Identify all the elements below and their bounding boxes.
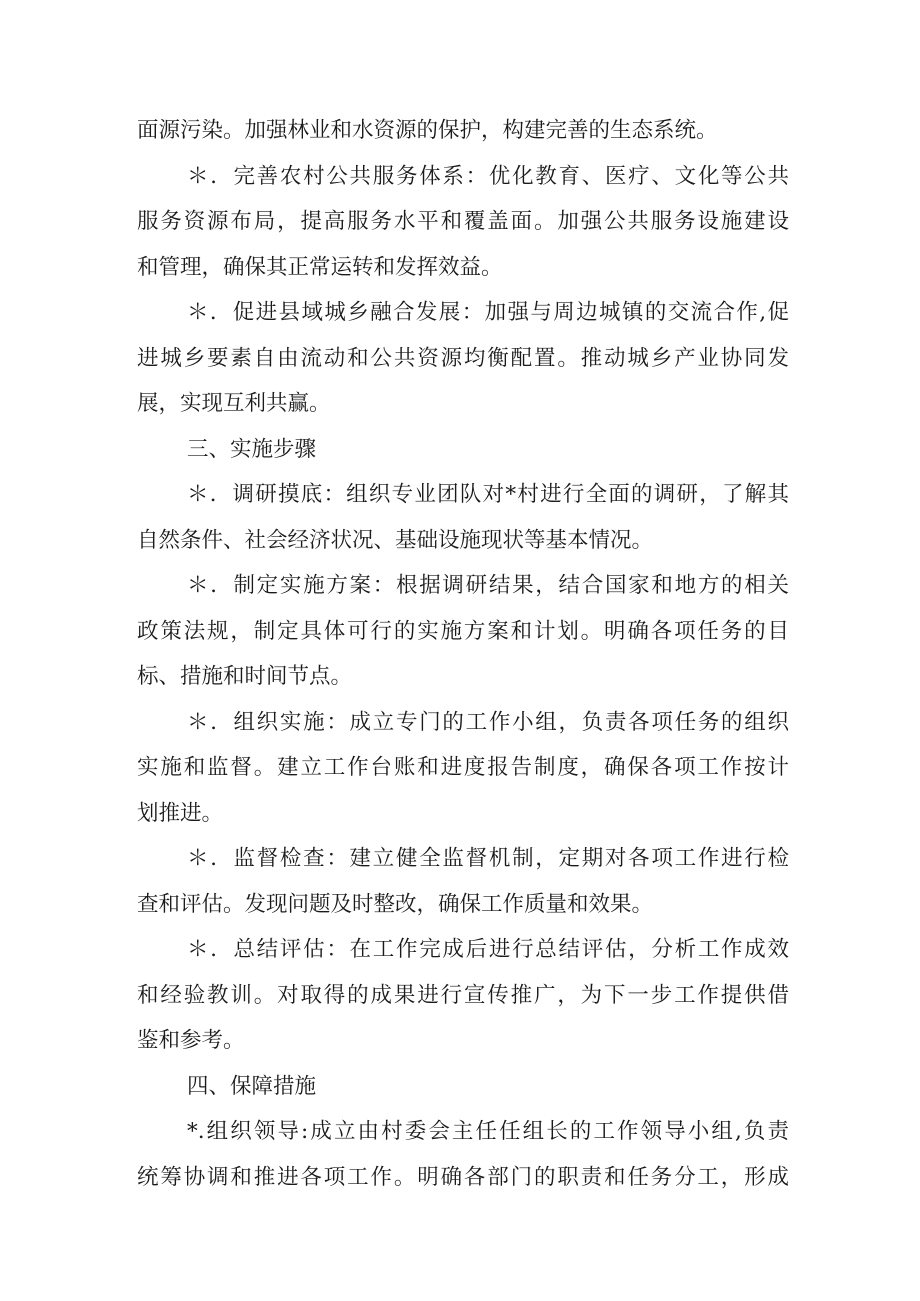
list-item-line: ＊．总结评估：在工作完成后进行总结评估，分析工作成效 [187,937,789,962]
paragraph-line: 政策法规，制定具体可行的实施方案和计划。明确各项任务的目 [137,618,789,644]
paragraph-line: 服务资源布局，提高服务水平和覆盖面。加强公共服务设施建设 [137,209,789,234]
section-heading: 三、实施步骤 [187,436,317,462]
paragraph-line: 和管理，确保其正常运转和发挥效益。 [137,254,503,280]
list-item-line: ＊．促进县域城乡融合发展：加强与周边城镇的交流合作,促 [187,300,789,325]
paragraph-line: 鉴和参考。 [137,1028,245,1053]
paragraph-line: 划推进。 [137,800,224,826]
paragraph-line: 统筹协调和推进各项工作。明确各部门的职责和任务分工，形成 [137,1164,789,1190]
paragraph-line: 展，实现互利共赢。 [137,391,331,416]
paragraph-line: 和经验教训。对取得的成果进行宣传推广，为下一步工作提供借 [137,982,789,1008]
paragraph-line: 进城乡要素自由流动和公共资源均衡配置。推动城乡产业协同发 [137,345,789,371]
list-item-line: ＊．组织实施：成立专门的工作小组，负责各项任务的组织 [187,709,789,735]
list-item-line: ＊．监督检查：建立健全监督机制，定期对各项工作进行检 [187,846,789,871]
paragraph-line: 实施和监督。建立工作台账和进度报告制度，确保各项工作按计 [137,755,789,780]
list-item-line: *.组织领导:成立由村委会主任任组长的工作领导小组,负责 [187,1119,789,1144]
list-item-line: ＊．完善农村公共服务体系：优化教育、医疗、文化等公共 [187,163,789,189]
list-item-line: ＊．调研摸底：组织专业团队对*村进行全面的调研，了解其 [187,482,789,507]
paragraph-line: 标、措施和时间节点。 [137,664,353,689]
section-heading: 四、保障措施 [187,1073,317,1099]
paragraph-line: 面源污染。加强林业和水资源的保护，构建完善的生态系统。 [137,118,718,143]
paragraph-line: 自然条件、社会经济状况、基础设施现状等基本情况。 [137,527,654,553]
document-body [137,108,789,1200]
paragraph-line: 查和评估。发现问题及时整改，确保工作质量和效果。 [137,891,654,917]
list-item-line: ＊．制定实施方案：根据调研结果，结合国家和地方的相关 [187,573,789,598]
